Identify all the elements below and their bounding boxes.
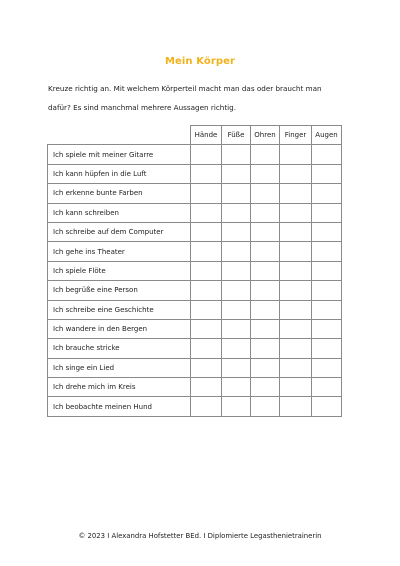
column-header-augen: Augen (312, 126, 342, 145)
statement-label: Ich erkenne bunte Farben (48, 184, 191, 203)
answer-box[interactable] (191, 397, 222, 416)
table-corner-cell (48, 126, 191, 145)
answer-box[interactable] (312, 203, 342, 222)
answer-box[interactable] (280, 397, 312, 416)
statement-label: Ich begrüße eine Person (48, 281, 191, 300)
answer-box[interactable] (222, 281, 251, 300)
statement-label: Ich schreibe auf dem Computer (48, 222, 191, 241)
answer-box[interactable] (251, 184, 280, 203)
table-row (48, 358, 342, 377)
answer-box[interactable] (312, 339, 342, 358)
statement-label: Ich kann hüpfen in die Luft (48, 164, 191, 183)
statement-label: Ich spiele Flöte (48, 261, 191, 280)
answer-box[interactable] (251, 145, 280, 164)
answer-box[interactable] (191, 358, 222, 377)
answer-box[interactable] (251, 378, 280, 397)
answer-box[interactable] (312, 281, 342, 300)
table-header-row (48, 126, 342, 145)
copyright-footer: © 2023 I Alexandra Hofstetter BEd. I Diplomierte Legasthenietrainerin (78, 532, 322, 540)
table-row (48, 339, 342, 358)
answer-box[interactable] (222, 184, 251, 203)
worksheet-title: Mein Körper (164, 56, 236, 67)
answer-box[interactable] (222, 222, 251, 241)
answer-box[interactable] (222, 203, 251, 222)
answer-box[interactable] (222, 145, 251, 164)
answer-box[interactable] (280, 261, 312, 280)
answer-box[interactable] (191, 242, 222, 261)
answer-box[interactable] (251, 300, 280, 319)
answer-box[interactable] (312, 242, 342, 261)
statement-label: Ich gehe ins Theater (48, 242, 191, 261)
table-row (48, 281, 342, 300)
answer-box[interactable] (251, 164, 280, 183)
table-row (48, 261, 342, 280)
table-row (48, 145, 342, 164)
column-header-ohren: Ohren (251, 126, 280, 145)
answer-box[interactable] (191, 164, 222, 183)
answer-box[interactable] (280, 164, 312, 183)
answer-box[interactable] (251, 397, 280, 416)
answer-box[interactable] (222, 378, 251, 397)
table-row (48, 397, 342, 416)
answer-box[interactable] (280, 145, 312, 164)
answer-box[interactable] (312, 358, 342, 377)
answer-box[interactable] (312, 184, 342, 203)
answer-box[interactable] (191, 339, 222, 358)
table-row (48, 242, 342, 261)
table-row (48, 184, 342, 203)
table-row (48, 164, 342, 183)
answer-box[interactable] (222, 164, 251, 183)
statement-label: Ich schreibe eine Geschichte (48, 300, 191, 319)
answer-box[interactable] (280, 184, 312, 203)
statement-label: Ich kann schreiben (48, 203, 191, 222)
checkbox-table (47, 125, 342, 417)
statement-label: Ich wandere in den Bergen (48, 319, 191, 338)
table-body (48, 145, 342, 416)
answer-box[interactable] (222, 261, 251, 280)
answer-box[interactable] (280, 242, 312, 261)
answer-box[interactable] (251, 319, 280, 338)
answer-box[interactable] (312, 164, 342, 183)
instruction-line-1: Kreuze richtig an. Mit welchem Körperteil macht man das oder braucht man (48, 84, 322, 93)
answer-box[interactable] (191, 378, 222, 397)
answer-box[interactable] (191, 281, 222, 300)
answer-box[interactable] (280, 203, 312, 222)
table-row (48, 378, 342, 397)
answer-box[interactable] (251, 358, 280, 377)
answer-box[interactable] (312, 261, 342, 280)
answer-box[interactable] (191, 300, 222, 319)
column-header-finger: Finger (280, 126, 312, 145)
answer-box[interactable] (280, 358, 312, 377)
answer-box[interactable] (312, 222, 342, 241)
table-row (48, 222, 342, 241)
answer-box[interactable] (251, 339, 280, 358)
answer-box[interactable] (191, 222, 222, 241)
column-header-fuesse: Füße (222, 126, 251, 145)
answer-box[interactable] (191, 145, 222, 164)
answer-box[interactable] (222, 358, 251, 377)
answer-box[interactable] (312, 145, 342, 164)
answer-box[interactable] (280, 339, 312, 358)
answer-box[interactable] (222, 242, 251, 261)
table-row (48, 203, 342, 222)
instruction-line-2: dafür? Es sind manchmal mehrere Aussagen richtig. (48, 103, 236, 112)
answer-box[interactable] (312, 300, 342, 319)
answer-box[interactable] (191, 261, 222, 280)
answer-box[interactable] (280, 300, 312, 319)
answer-box[interactable] (280, 222, 312, 241)
table-row (48, 300, 342, 319)
answer-box[interactable] (251, 203, 280, 222)
statement-label: Ich singe ein Lied (48, 358, 191, 377)
answer-box[interactable] (251, 261, 280, 280)
answer-box[interactable] (191, 203, 222, 222)
statement-label: Ich brauche stricke (48, 339, 191, 358)
table-row (48, 319, 342, 338)
answer-box[interactable] (222, 300, 251, 319)
answer-box[interactable] (191, 319, 222, 338)
column-header-haende: Hände (191, 126, 222, 145)
answer-box[interactable] (222, 397, 251, 416)
answer-box[interactable] (280, 378, 312, 397)
answer-box[interactable] (312, 319, 342, 338)
answer-box[interactable] (251, 281, 280, 300)
statement-label: Ich drehe mich im Kreis (48, 378, 191, 397)
statement-label: Ich beobachte meinen Hund (48, 397, 191, 416)
answer-box[interactable] (251, 222, 280, 241)
answer-box[interactable] (312, 378, 342, 397)
answer-box[interactable] (222, 319, 251, 338)
answer-box[interactable] (251, 242, 280, 261)
answer-box[interactable] (312, 397, 342, 416)
answer-box[interactable] (280, 281, 312, 300)
answer-box[interactable] (191, 184, 222, 203)
statement-label: Ich spiele mit meiner Gitarre (48, 145, 191, 164)
answer-box[interactable] (280, 319, 312, 338)
answer-box[interactable] (222, 339, 251, 358)
